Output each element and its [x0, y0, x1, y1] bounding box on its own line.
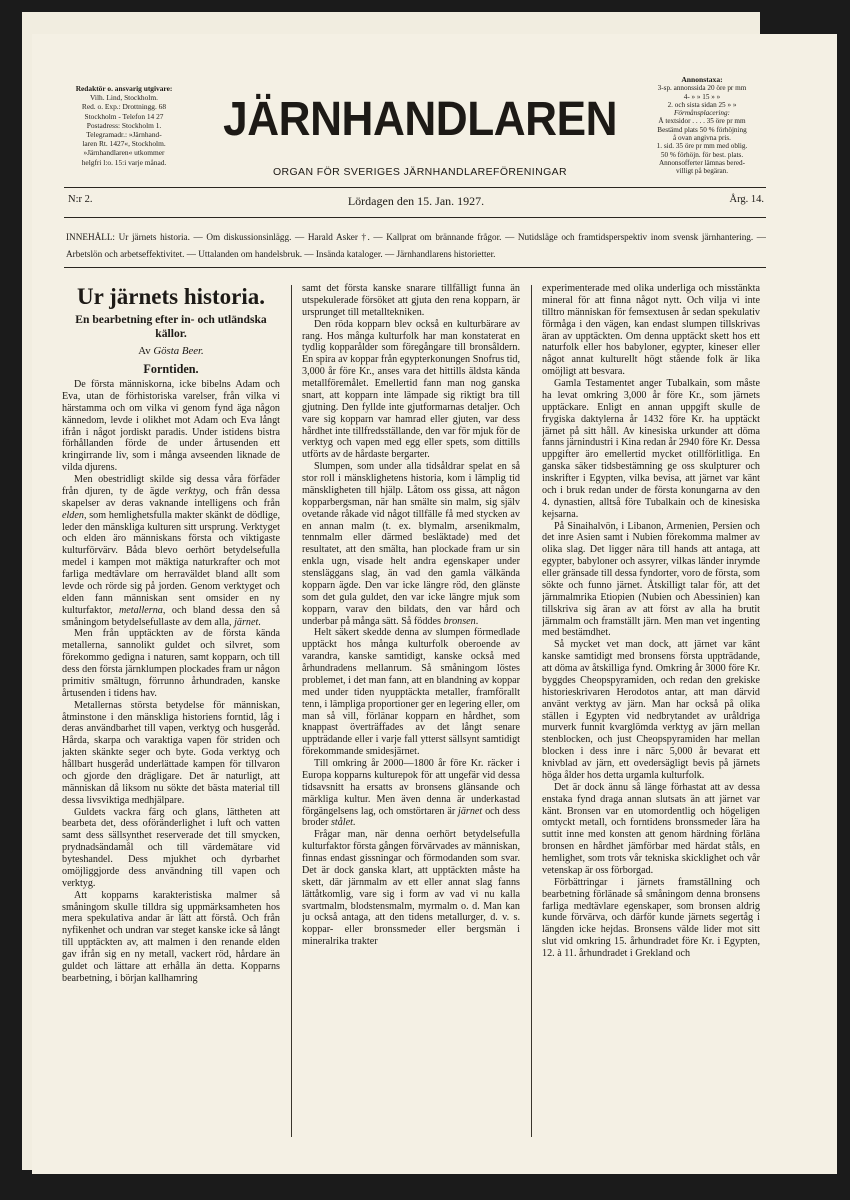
ad-rate-line: villigt på begäran.: [675, 167, 729, 176]
ad-rate-line: å ovan angivna pris.: [673, 134, 731, 143]
editorial-line: helgfri l:o. 15:i varje månad.: [81, 157, 167, 167]
issue-date: Lördagen den 15. Jan. 1927.: [347, 194, 485, 208]
ad-rate-line: 3-sp. annonssida 20 öre pr mm: [657, 84, 747, 93]
ad-rates: [636, 76, 768, 176]
ad-rate-line: Å textsidor . . . . 35 öre pr mm: [658, 117, 746, 126]
ad-rate-line: 2. och sista sidan 25 » »: [667, 100, 737, 109]
author: Gösta Beer.: [153, 345, 204, 357]
editorial-info: [64, 84, 184, 167]
editorial-heading: Redaktör o. ansvarig utgivare:: [75, 84, 173, 93]
masthead-title: JÄRNHANDLAREN: [223, 93, 618, 146]
editorial-line: »Järnhandlaren« utkommer: [83, 148, 165, 158]
column-rule: [291, 285, 292, 1137]
ad-rate-line: 50 % förhöjn. för best. plats.: [660, 150, 744, 159]
editorial-line: Postadress: Stockholm 1.: [86, 120, 162, 130]
issue-number: N:r 2.: [68, 194, 93, 205]
page-content: [58, 22, 764, 1174]
issue-year: Årg. 14.: [729, 194, 764, 205]
column-rule: [531, 285, 532, 1137]
ad-rates-heading: Annonstaxa:: [681, 75, 723, 84]
rule: [64, 267, 766, 268]
ad-rate-line: Förmånsplacering:: [674, 109, 730, 118]
table-of-contents: INNEHÅLL: Ur järnets historia. — Om diskussionsinlägg. — Harald Asker †. — Kallprat om brännande frågor. — Nutidsläge och framtidsperspektiv inom svensk järnhantering. — Arbetslön och arbetseffektivitet. — Uttalanden om handelsbruk. — Insända kataloger. — Järnhandlarens historietter.: [66, 232, 766, 259]
rule: [64, 217, 766, 218]
byline-prefix: Av: [138, 345, 151, 357]
ad-rate-line: 1. sid. 35 öre pr mm med oblig.: [656, 142, 748, 151]
ad-rate-line: 4- » » 15 » »: [683, 92, 721, 101]
article-column-1: Ur järnets historia. En bearbetning efter in- och utländska källor. Av Gösta Beer. Forntiden. De första människorna, icke bibelns Adam och Eva, utan de förhistoriska varelser, från vilka vi härstamma och om vilka vi genom fynd äga någon kännedom, levde i olikhet mot Adam och Eva långt ifrån i något jordiskt paradis. Under istidens bistra förhållanden förde de under årtusenden ett kringirrande liv, som i många avseenden liknade de vilda djurens. Men obestridligt skilde sig dessa våra förfäder från djuren, ty de ägde verktyg, och från dessa skapelser av deras vaknande intelligens och från elden, som hemlighetsfulla makter skänkt de dödlige, leder den mänskliga kulturen sitt ursprung. Verktyget och elden äro människans första och viktigaste kulturförvärv. Båda blevo oerhört betydelsefulla medel i kampen mot mäktiga naturkrafter och mot farliga medtävlare om herraväldet bland allt som levde och rörde sig på jorden. Genom verktyget och elden fann människan sent omsider en ny kulturfaktor, metallerna, och bland dessa den så småningom betydelsefullaste av dem alla, järnet. Men från upptäckten av de första kända metallerna, sannolikt guldet och silvret, som förekommo gedigna i naturen, samt kopparn, och till dess den första järnklumpen plockades fram ur någon primitiv smältugn, förrunno århundraden, kanske årtusenden i tidens hav. Metallernas största betydelse för människan, åtminstone i den mänskliga historiens forntid, låg i deras användbarhet till vapen, verktyg och husgeråd. Hårda, skarpa och varaktiga vapen för striden och jakten skänkte seger och byte. Goda verktyg och hållbart husgeråd underlättade kampen för tillvaron och gjorde den drägligare. Det är naturligt, att människan då liksom nu sökte det bästa material till dessa livsviktiga medhjälpare. Guldets vackra färg och glans, lättheten att bearbeta det, dess oföränderlighet i luft och vatten samt dess sällsynthet reserverade det till smycken, prydnadsändamål och till värdemätare vid byteshandel. Dess mjukhet och dyrbarhet omöjliggjorde dess användning till vapen och verktyg. Att kopparns karakteristiska malmer så småningom skulle tilldra sig uppmärksamheten hos mera spekulativa andar är lätt att förstå. Och från nyfikenhet och undran var steget kanske icke så långt till upptäckten av, att malmen i den renande elden gav ifrån sig en ny metall, vackert röd, hårdare än guldet och lättare att erhålla än detta. Kopparns bearbetning, i början kallhamring: [62, 284, 280, 984]
byline: [62, 344, 280, 358]
article-column-2: samt det första kanske snarare tillfälligt funna än utspekulerade försöket att gjuta den rena kopparn, är ursprunget till metalltekniken. Den röda kopparn blev också en kulturbärare av rang. Hos många kulturfolk har man konstaterat en tydlig kopparålder som föregångare till bronsåldern. En spira av koppar från egypterkonungen Snofrus tid, 3,000 år före Kr., anses vara det hittills äldsta kända metallföremålet. Emellertid fann man nog ganska snart, att kopparn inte lämpade sig riktigt bra till gjutning. Den fyllde inte gjutformarnas detaljer. Och vare sig kopparn var hamrad eller gjuten, var dess hårdhet inte tillfredsställande, den var för mjuk för de verktyg och vapen med egg eller spets, som dittills utförts av de hårdaste bergarter. Slumpen, som under alla tidsåldrar spelat en så stor roll i mänsklighetens historia, kom i lämplig tid mänskligheten till hjälp. Låtom oss gissa, att någon kopparbergsman, när han smälte sin malm, sig själv ovetande råkade vid något tillfälle få med stycken av en annan malm (t. ex. blymalm, arsenikmalm, tennmalm eller därmed besläktade) med det resultatet, att den smälta, han plockade fram ur sin enkla ugn, visade helt andra egenskaper under stensläggans slag, än vad den gamla välkända kopparn ägde. Den var icke längre röd, den glänste som det gula guldet, den var icke längre mjuk som kopparn, varav den bildats, den var hård och underbar på många sätt. Så föddes bronsen. Helt säkert skedde denna av slumpen förmedlade upptäckt hos många kulturfolk oberoende av varandra, kanske samtidigt, kanske också med århundradens mellanrum. Så småningom löstes problemet, i det man fann, att en blandning av koppar med under tiden nyupptäckta metaller, framförallt tenn, i lämpliga proportioner ger en legering eller, om man så vill, förlänar kopparn en hårdhet, som knappast överträffades av det långt senare uppträdande eller i varje fall ytterst sällsynt samtidigt förekommande smidesjärnet. Till omkring år 2000—1800 år före Kr. räcker i Europa kopparns kulturepok för att ungefär vid dessa tidsavsnitt ha ersatts av bronsens glänsande och märkliga kultur. Men även denna är underkastad förgängelsens lag, och omstörtaren är järnet och dess broder stålet. Frågar man, när denna oerhört betydelsefulla kulturfaktor första gången förvärvades av människan, finnas endast gissningar och förmodanden som svar. Det är dock ganska klart, att upptäckten måste ha skett, där järnmalm av ett eller annat slag fanns lättåtkomlig, vare sig i form av vad vi nu kalla svartmalm, blodstensmalm, myrmalm o. d. Man kan ju också antaga, att den tidens metallurger, d. v. s. koppar- eller bronssmeder eller bergsmän i mineralrika trakter: [302, 283, 520, 948]
editorial-line: Red. o. Exp.: Drottningg. 68: [81, 102, 167, 112]
ad-rate-line: Bestämd plats 50 % förhöjning: [657, 125, 747, 134]
article-column-3: experimenterade med olika underliga och misstänkta mineral för att finna något nytt. Och vilja vi inte tilltro människan för femsextusen år sedan spekulativ förmåga i den vägen, kan endast slumpen tillskrivas äran av upptäckten. Om denna upptäckt skett hos ett naturfolk eller hos babyloner, egypter, kineser eller något annat kulturellt högt stående folk är lika omöjligt att besvara. Gamla Testamentet anger Tubalkain, som måste ha levat omkring 3,000 år före Kr., som järnets upptäckare. Enligt en annan uppgift skulle de frygiska daktylerna år 1432 före Kr. ha upptäckt järnet på sitt håll. Av kinesiska urkunder att döma fanns järnindustri i Kina redan år 2940 före Kr. Dessa uppgifter äro emellertid mycket otillförlitliga. En ganska säker tidsbestämning ge oss skulpturer och inskrifter i Egypten, vilka bevisa, att järnet var känt och i bruk redan under de första konungarna av den 4. dynastien, alltså före Tubalkain och de kinesiska kejsarna. På Sinaihalvön, i Libanon, Armenien, Persien och det inre Asien samt i Nubien förekomma malmer av olika slag. Det ligger nära till hands att antaga, att egypter, babyloner och assyrer, vilkas länder inrymde eller gränsade till dessa fyndorter, voro de första, som sökte och funno järnet. Åtskilligt talar för, att det järnmalmrika Etiopien (Nubien och Abessinien) kan tillskriva sig äran av att först av alla ha brutit järnmalm och framställt järn. Men man vet ingenting med bestämdhet. Så mycket vet man dock, att järnet var känt kanske samtidigt med bronsens första uppträdande, att döma av åtskilliga fynd. Omkring år 3000 före Kr. byggdes Cheopspyramiden, och redan den grekiske historieskrivaren Herodotos antar, att man därvid använt verktyg av järn. Man har också på olika ställen i Egypten vid nedbrytandet av uråldriga murverk funnit kvarglömda verktyg av järn mellan stenblocken, och just Cheopspyramiden har mellan blocken i dess inre i närc 5,000 år bevarat ett knivblad av järn, ett ovedersägligt bevis på järnets höga ålder hos detta urgamla kulturfolk. Det är dock ännu så länge förhastat att av dessa enstaka fynd draga annan slutsats än att järnet var känt. Bronsen var en utomordentlig och högeligen omtyckt metall, och forntidens bronssmeder lära ha suttit inne med konsten att genom härdning förläna bronsen en hårdhet jämförbar med härdat ståls, en hemlighet, som trots vår tekniska skicklighet och vår vetenskap är oss förborgad. Förbättringar i järnets framställning och bearbetning förlänade så småningom denna bronsens farliga medtävlare egenskaper, som bronsen aldrig kunde förvärva, och därför kunde järnets segertåg i längden icke hejdas. Bronsens välde lider mot sitt slut vid omkring 15. århundradet före Kr. i Egypten, 12. à 11. århundradet i Grekland och: [542, 283, 760, 959]
editorial-line: laren Rt. 1427«, Stockholm.: [82, 139, 166, 149]
ad-rate-line: Annonsofferter lämnas bered-: [658, 158, 746, 167]
editorial-line: Stockholm - Telefon 14 27: [84, 111, 164, 121]
article-title: Ur järnets historia.: [76, 284, 266, 309]
masthead-subtitle: ORGAN FÖR SVERIGES JÄRNHANDLAREFÖRENINGAR: [272, 166, 568, 178]
editorial-line: Telegramadr.: »Järnhand-: [86, 130, 162, 140]
rule: [64, 187, 766, 188]
section-heading: Forntiden.: [143, 362, 199, 376]
article-subtitle: En bearbetning efter in- och utländska källor.: [75, 313, 267, 340]
editor-name: Vilh. Lind, Stockholm.: [90, 93, 158, 103]
